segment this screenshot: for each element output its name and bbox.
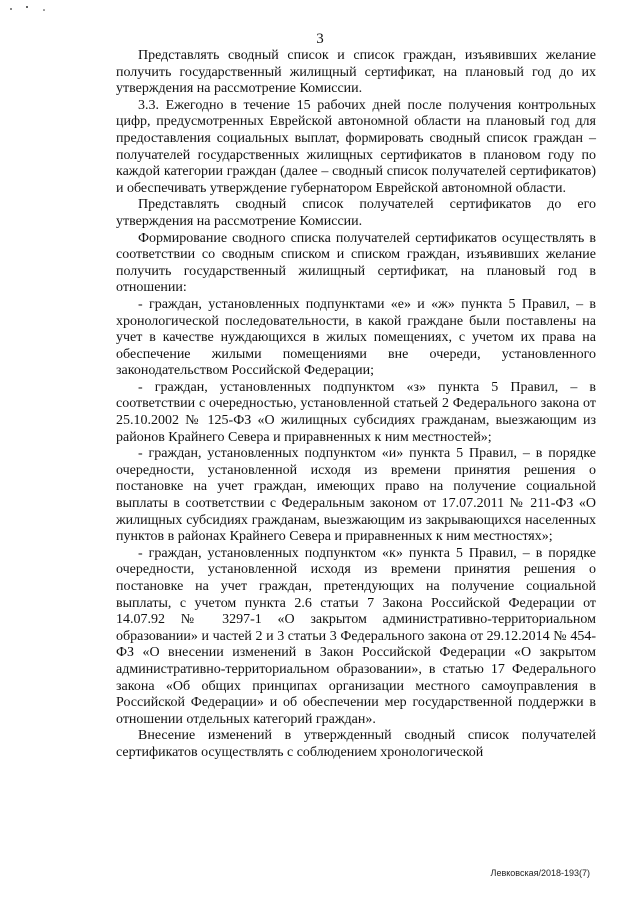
paragraph: - граждан, установленных подпунктом «к» пункта 5 Правил, – в порядке очередности, установленной исходя из времени принятия решения о постановке на учет граждан, претендующих на получение социальной выплаты, с учетом пункта 2.6 статьи 7 Закона Российской Федерации от 14.07.92 № 3297-1 «О закрытом административно-территориальном образовании» и частей 2 и 3 статьи 3 Федерального закона от 29.12.2014 № 454-ФЗ «О внесении изменений в Закон Российской Федерации «О закрытом административно-территориальном образовании», в статью 17 Федерального закона «Об общих принципах организации местного самоуправления в Российской Федерации» и об обеспечении мер государственной поддержки в отношении отдельных категорий граждан». <box>116 545 596 727</box>
footer-reference: Левковская/2018-193(7) <box>490 868 590 878</box>
paragraph: Представлять сводный список и список граждан, изъявивших желание получить государственный жилищный сертификат, на плановый год до их утверждения на рассмотрение Комиссии. <box>116 48 596 97</box>
paragraph: - граждан, установленных подпунктом «з» пункта 5 Правил, – в соответствии с очередностью, установленной статьей 2 Федерального закона от 25.10.2002 № 125-ФЗ «О жилищных субсидиях гражданам, выезжающим из районов Крайнего Севера и приравненных к ним местностей»; <box>116 379 596 445</box>
document-body <box>116 48 596 762</box>
paragraph: Внесение изменений в утвержденный сводный список получателей сертификатов осуществлять с соблюдением хронологической <box>116 728 596 760</box>
scan-specks <box>0 0 60 20</box>
paragraph: Представлять сводный список получателей сертификатов до его утверждения на рассмотрение Комиссии. <box>116 197 596 229</box>
paragraph: 3.3. Ежегодно в течение 15 рабочих дней после получения контрольных цифр, предусмотренных Еврейской автономной области на плановый год для предоставления социальных выплат, формировать сводный список граждан – получателей государственных жилищных сертификатов в плановом году по каждой категории граждан (далее – сводный список получателей сертификатов) и обеспечивать утверждение губернатором Еврейской автономной области. <box>116 97 596 196</box>
paragraph: - граждан, установленных подпунктом «и» пункта 5 Правил, – в порядке очередности, установленной исходя из времени принятия решения о постановке на учет граждан, имеющих право на получение социальной выплаты в соответствии с Федеральным законом от 17.07.2011 № 211-ФЗ «О жилищных субсидиях гражданам, выезжающим из закрывающихся населенных пунктов в районах Крайнего Севера и приравненных к ним местностях»; <box>116 446 596 545</box>
paragraph: - граждан, установленных подпунктами «е» и «ж» пункта 5 Правил, – в хронологической последовательности, в какой граждане были поставлены на учет в качестве нуждающихся в жилых помещениях, с учетом их права на обеспечение жилыми помещениями вне очереди, установленного законодательством Российской Федерации; <box>116 296 596 379</box>
page-number: 3 <box>316 31 324 47</box>
paragraph: Формирование сводного списка получателей сертификатов осуществлять в соответствии со сводным списком и списком граждан, изъявивших желание получить государственный жилищный сертификат, на плановый год в отношении: <box>116 230 596 296</box>
